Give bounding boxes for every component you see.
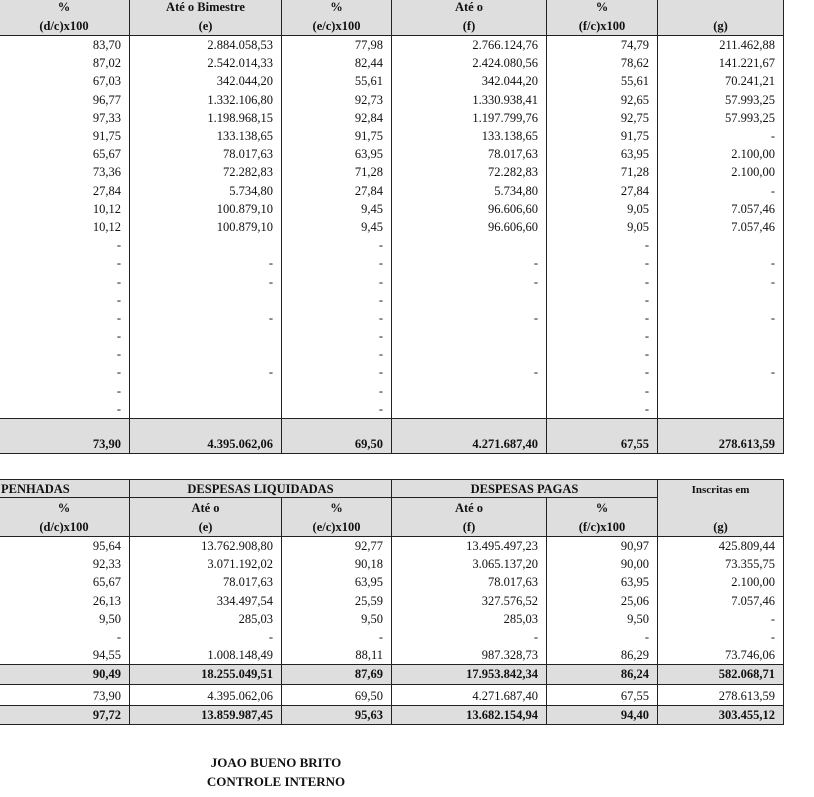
value-cell: 342.044,20	[130, 72, 282, 90]
value-cell: -	[0, 400, 130, 419]
value-cell: 26,13	[0, 592, 130, 610]
header-subrow	[0, 517, 784, 537]
value-cell: 86,29	[547, 646, 658, 665]
table-row	[0, 163, 784, 181]
value-cell: 90,00	[547, 555, 658, 573]
table-row	[0, 91, 784, 109]
value-cell: 2.100,00	[658, 145, 784, 163]
value-cell: -	[658, 254, 784, 272]
value-cell: -	[392, 309, 547, 327]
value-cell: 7.057,46	[658, 200, 784, 218]
value-cell: 96.606,60	[392, 218, 547, 236]
group-header-row	[0, 480, 784, 498]
value-cell: 71,28	[282, 163, 392, 181]
table-row	[0, 646, 784, 665]
header-sublabel: (f)	[392, 16, 547, 36]
value-cell: 1.198.968,15	[130, 109, 282, 127]
value-cell: 27,84	[547, 182, 658, 200]
header-sublabel: (f/c)x100	[547, 517, 658, 537]
value-cell: 83,70	[0, 36, 130, 55]
value-cell: 77,98	[282, 36, 392, 55]
value-cell	[658, 236, 784, 254]
value-cell	[130, 382, 282, 400]
header-label: %	[547, 498, 658, 518]
value-cell: 2.100,00	[658, 573, 784, 591]
value-cell: 327.576,52	[392, 592, 547, 610]
value-cell: 9,50	[0, 610, 130, 628]
table-row	[0, 400, 784, 419]
value-cell: -	[658, 127, 784, 145]
value-cell	[658, 291, 784, 309]
header-sublabel: (g)	[658, 16, 784, 36]
value-cell: 141.221,67	[658, 54, 784, 72]
value-cell: 72.282,83	[130, 163, 282, 181]
value-cell	[392, 327, 547, 345]
value-cell: 285,03	[130, 610, 282, 628]
subtotal-row	[0, 665, 784, 684]
value-cell: 67,03	[0, 72, 130, 90]
value-cell: -	[282, 400, 392, 419]
value-cell: 90,18	[282, 555, 392, 573]
value-cell: 17.953.842,34	[392, 665, 547, 684]
value-cell	[392, 382, 547, 400]
value-cell: 92,33	[0, 555, 130, 573]
value-cell: 92,75	[547, 109, 658, 127]
value-cell: 1.197.799,76	[392, 109, 547, 127]
value-cell: -	[658, 272, 784, 290]
value-cell: -	[547, 382, 658, 400]
value-cell: -	[547, 363, 658, 381]
header-label: %	[0, 0, 130, 16]
value-cell: 13.495.497,23	[392, 537, 547, 556]
value-cell: 73,90	[0, 418, 130, 453]
value-cell: 7.057,46	[658, 218, 784, 236]
value-cell: -	[282, 628, 392, 646]
table-row	[0, 382, 784, 400]
value-cell: 73.355,75	[658, 555, 784, 573]
header-label: Até o	[392, 0, 547, 16]
value-cell: -	[392, 254, 547, 272]
value-cell: -	[130, 309, 282, 327]
value-cell: -	[282, 363, 392, 381]
value-cell: -	[547, 327, 658, 345]
value-cell: 90,49	[0, 665, 130, 684]
header-sublabel: (e/c)x100	[282, 517, 392, 537]
value-cell	[392, 345, 547, 363]
value-cell: -	[282, 345, 392, 363]
value-cell: 13.682.154,94	[392, 705, 547, 724]
value-cell	[658, 400, 784, 419]
value-cell: -	[547, 400, 658, 419]
total-row	[0, 418, 784, 453]
header-label: Até o	[392, 498, 547, 518]
table-row	[0, 236, 784, 254]
value-cell: -	[282, 272, 392, 290]
group-inscritas: Inscritas em	[658, 480, 784, 498]
value-cell: 87,69	[282, 665, 392, 684]
signature-name: JOAO BUENO BRITO	[210, 755, 342, 770]
value-cell: 1.008.148,49	[130, 646, 282, 665]
value-cell: 2.100,00	[658, 163, 784, 181]
value-cell: 70.241,21	[658, 72, 784, 90]
value-cell: 4.395.062,06	[130, 684, 282, 705]
value-cell: 4.395.062,06	[130, 418, 282, 453]
value-cell	[130, 327, 282, 345]
value-cell: -	[0, 363, 130, 381]
value-cell: 73,90	[0, 684, 130, 705]
value-cell: 9,50	[282, 610, 392, 628]
table-row	[0, 537, 784, 556]
value-cell: -	[130, 628, 282, 646]
header-label: %	[547, 0, 658, 16]
value-cell: 90,97	[547, 537, 658, 556]
value-cell: 71,28	[547, 163, 658, 181]
value-cell: 96,77	[0, 91, 130, 109]
value-cell: -	[282, 291, 392, 309]
group-empenhadas: PENHADAS	[0, 480, 130, 498]
table-row	[0, 363, 784, 381]
value-cell: 94,40	[547, 705, 658, 724]
value-cell: 65,67	[0, 145, 130, 163]
table-row	[0, 309, 784, 327]
table-row	[0, 628, 784, 646]
value-cell: 9,05	[547, 218, 658, 236]
value-cell: -	[658, 309, 784, 327]
value-cell: 78.017,63	[392, 573, 547, 591]
table-row	[0, 610, 784, 628]
value-cell: -	[282, 327, 392, 345]
value-cell: -	[547, 345, 658, 363]
value-cell: 94,55	[0, 646, 130, 665]
value-cell: -	[658, 628, 784, 646]
table-row	[0, 327, 784, 345]
value-cell: 63,95	[547, 573, 658, 591]
header-label: Até o Bimestre	[130, 0, 282, 16]
value-cell: -	[0, 628, 130, 646]
value-cell: -	[282, 382, 392, 400]
value-cell: 25,59	[282, 592, 392, 610]
value-cell: 278.613,59	[658, 418, 784, 453]
value-cell: 133.138,65	[130, 127, 282, 145]
value-cell: 78.017,63	[392, 145, 547, 163]
value-cell: 334.497,54	[130, 592, 282, 610]
value-cell: 87,02	[0, 54, 130, 72]
value-cell: 55,61	[282, 72, 392, 90]
value-cell: 100.879,10	[130, 218, 282, 236]
header-sublabel: (f)	[392, 517, 547, 537]
table-row	[0, 272, 784, 290]
value-cell: -	[658, 610, 784, 628]
value-cell: 63,95	[282, 145, 392, 163]
table-row	[0, 254, 784, 272]
value-cell: -	[658, 182, 784, 200]
value-cell: 10,12	[0, 200, 130, 218]
value-cell	[658, 345, 784, 363]
value-cell: 95,63	[282, 705, 392, 724]
header-label: %	[282, 498, 392, 518]
value-cell: 91,75	[282, 127, 392, 145]
value-cell: 3.065.137,20	[392, 555, 547, 573]
value-cell: 582.068,71	[658, 665, 784, 684]
header-label: %	[0, 498, 130, 518]
value-cell: 92,73	[282, 91, 392, 109]
intra-row	[0, 684, 784, 705]
value-cell: -	[547, 291, 658, 309]
header-sublabel: (f/c)x100	[547, 16, 658, 36]
value-cell: 4.271.687,40	[392, 418, 547, 453]
header-row	[0, 498, 784, 518]
value-cell: 91,75	[0, 127, 130, 145]
table-row	[0, 573, 784, 591]
value-cell	[392, 400, 547, 419]
header-sublabel: (g)	[658, 517, 784, 537]
table-row	[0, 182, 784, 200]
value-cell: 78.017,63	[130, 573, 282, 591]
value-cell: 82,44	[282, 54, 392, 72]
value-cell: 987.328,73	[392, 646, 547, 665]
value-cell: 73,36	[0, 163, 130, 181]
header-label	[658, 498, 784, 518]
value-cell: 2.424.080,56	[392, 54, 547, 72]
total-row	[0, 705, 784, 724]
table-row	[0, 555, 784, 573]
value-cell: 57.993,25	[658, 91, 784, 109]
value-cell: 1.330.938,41	[392, 91, 547, 109]
value-cell: 55,61	[547, 72, 658, 90]
value-cell	[392, 291, 547, 309]
value-cell: -	[282, 236, 392, 254]
value-cell: 3.071.192,02	[130, 555, 282, 573]
value-cell: 86,24	[547, 665, 658, 684]
group-pagas: DESPESAS PAGAS	[392, 480, 658, 498]
header-sublabel: (e)	[130, 16, 282, 36]
value-cell: -	[392, 628, 547, 646]
value-cell: 96.606,60	[392, 200, 547, 218]
header-label: %	[282, 0, 392, 16]
value-cell: 7.057,46	[658, 592, 784, 610]
value-cell: 9,05	[547, 200, 658, 218]
value-cell: 78,62	[547, 54, 658, 72]
value-cell: 211.462,88	[658, 36, 784, 55]
value-cell: 65,67	[0, 573, 130, 591]
value-cell: 303.455,12	[658, 705, 784, 724]
value-cell: 72.282,83	[392, 163, 547, 181]
table-row	[0, 145, 784, 163]
table-row	[0, 127, 784, 145]
group-liquidadas: DESPESAS LIQUIDADAS	[130, 480, 392, 498]
value-cell: -	[547, 628, 658, 646]
value-cell: 100.879,10	[130, 200, 282, 218]
table-row	[0, 218, 784, 236]
value-cell: -	[547, 272, 658, 290]
value-cell: -	[0, 345, 130, 363]
value-cell: 69,50	[282, 418, 392, 453]
value-cell: 5.734,80	[130, 182, 282, 200]
table-row	[0, 109, 784, 127]
value-cell: 25,06	[547, 592, 658, 610]
expenses-table-bottom	[0, 479, 784, 725]
value-cell	[658, 327, 784, 345]
value-cell: -	[130, 363, 282, 381]
value-cell	[130, 400, 282, 419]
value-cell: 27,84	[282, 182, 392, 200]
header-sublabel: (d/c)x100	[0, 16, 130, 36]
value-cell: 13.859.987,45	[130, 705, 282, 724]
value-cell: 2.542.014,33	[130, 54, 282, 72]
value-cell: -	[0, 382, 130, 400]
header-sublabel: (e/c)x100	[282, 16, 392, 36]
value-cell: 27,84	[0, 182, 130, 200]
value-cell: -	[0, 236, 130, 254]
value-cell: 92,77	[282, 537, 392, 556]
table-row	[0, 345, 784, 363]
table-row	[0, 291, 784, 309]
value-cell	[130, 236, 282, 254]
value-cell	[392, 236, 547, 254]
value-cell: 4.271.687,40	[392, 684, 547, 705]
value-cell: 342.044,20	[392, 72, 547, 90]
table-row	[0, 36, 784, 55]
header-row	[0, 0, 784, 16]
header-label	[658, 0, 784, 16]
value-cell: -	[282, 309, 392, 327]
value-cell: 2.766.124,76	[392, 36, 547, 55]
value-cell: -	[282, 254, 392, 272]
value-cell	[130, 291, 282, 309]
value-cell: 74,79	[547, 36, 658, 55]
table-row	[0, 200, 784, 218]
value-cell: -	[658, 363, 784, 381]
value-cell: 425.809,44	[658, 537, 784, 556]
value-cell: -	[547, 309, 658, 327]
value-cell: 2.884.058,53	[130, 36, 282, 55]
value-cell: 88,11	[282, 646, 392, 665]
value-cell: -	[0, 327, 130, 345]
value-cell: -	[0, 272, 130, 290]
value-cell: 133.138,65	[392, 127, 547, 145]
value-cell: 73.746,06	[658, 646, 784, 665]
value-cell: 57.993,25	[658, 109, 784, 127]
value-cell: -	[0, 291, 130, 309]
value-cell: 97,72	[0, 705, 130, 724]
value-cell: 278.613,59	[658, 684, 784, 705]
header-subrow	[0, 16, 784, 36]
value-cell	[130, 345, 282, 363]
value-cell: 13.762.908,80	[130, 537, 282, 556]
value-cell: -	[130, 272, 282, 290]
value-cell: 9,45	[282, 200, 392, 218]
value-cell: 9,50	[547, 610, 658, 628]
value-cell: 285,03	[392, 610, 547, 628]
value-cell: 67,55	[547, 684, 658, 705]
value-cell: 18.255.049,51	[130, 665, 282, 684]
header-label: Até o	[130, 498, 282, 518]
value-cell: 69,50	[282, 684, 392, 705]
signature-role: CONTROLE INTERNO	[206, 774, 346, 789]
header-sublabel: (d/c)x100	[0, 517, 130, 537]
value-cell: 78.017,63	[130, 145, 282, 163]
value-cell: 1.332.106,80	[130, 91, 282, 109]
value-cell: 92,84	[282, 109, 392, 127]
value-cell: 97,33	[0, 109, 130, 127]
table-row	[0, 592, 784, 610]
value-cell: -	[130, 254, 282, 272]
header-sublabel: (e)	[130, 517, 282, 537]
value-cell: 92,65	[547, 91, 658, 109]
value-cell: 10,12	[0, 218, 130, 236]
table-row	[0, 72, 784, 90]
value-cell: -	[392, 272, 547, 290]
value-cell: -	[547, 254, 658, 272]
value-cell: -	[547, 236, 658, 254]
value-cell: 63,95	[282, 573, 392, 591]
value-cell: 95,64	[0, 537, 130, 556]
value-cell: -	[392, 363, 547, 381]
value-cell	[658, 382, 784, 400]
value-cell: -	[0, 309, 130, 327]
value-cell: 5.734,80	[392, 182, 547, 200]
value-cell: 91,75	[547, 127, 658, 145]
value-cell: -	[0, 254, 130, 272]
value-cell: 63,95	[547, 145, 658, 163]
value-cell: 67,55	[547, 418, 658, 453]
value-cell: 9,45	[282, 218, 392, 236]
table-row	[0, 54, 784, 72]
